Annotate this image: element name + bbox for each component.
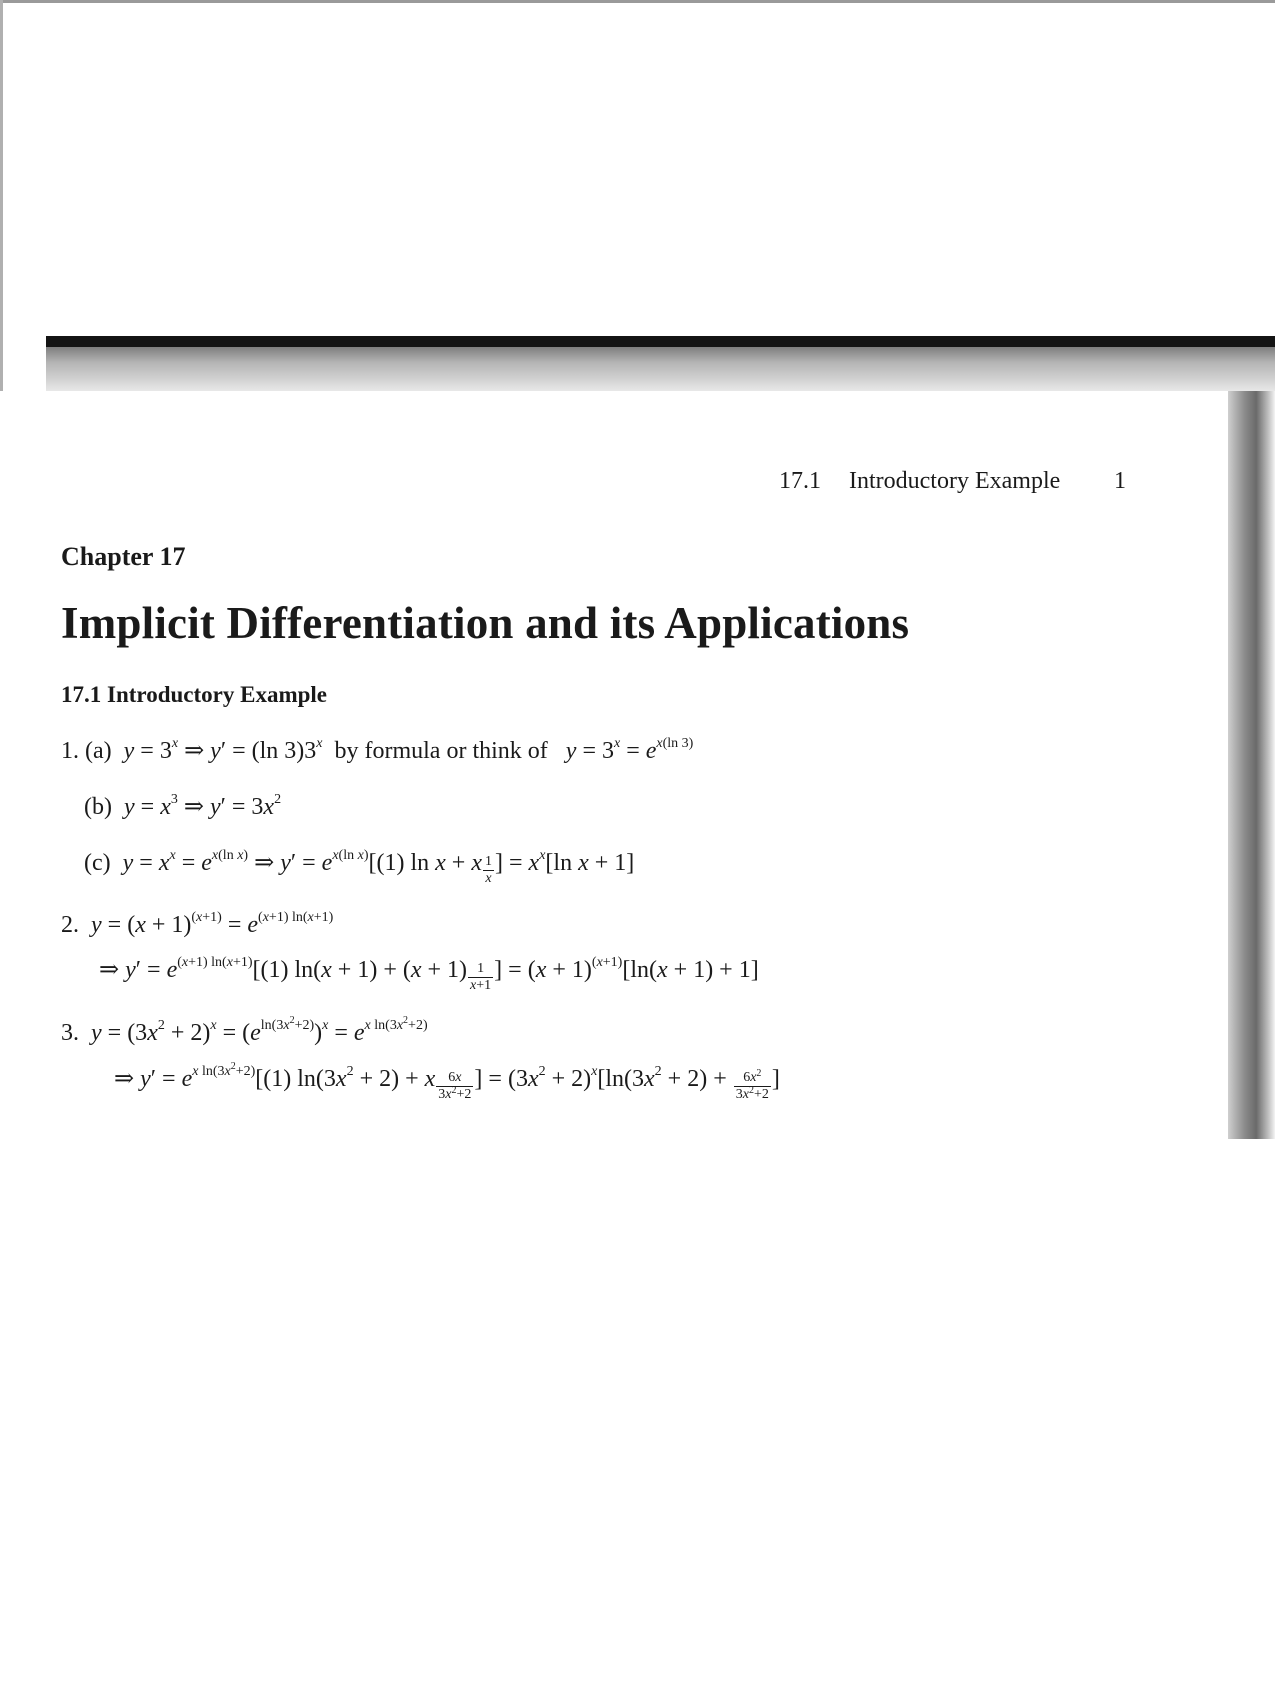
scan-border [0,0,1275,3]
equation: $y = x^3$ ⇒ $y' = 3x^2$ [123,792,282,820]
part-label: (c) [84,850,111,876]
running-header-section-number: 17.1 [779,468,821,494]
equation: $y = (x + 1)^{(x+1)} = e^{(x+1) ln(x+1)}$ [91,910,334,938]
problem-1a [61,736,693,765]
problem-1c [84,848,634,886]
equation: $y = (3x^2 + 2)^x = (e^{ln(3x^2+2)})^x = e^{x ln(3x^2+2)}$ [91,1015,428,1046]
problem-2-line-1 [61,912,333,939]
problem-2-line-2 [99,955,759,993]
running-header-title: Introductory Example [849,468,1061,494]
equation: ⇒ $y' = e^{(x+1) ln(x+1)}[(1) \ln(x + 1) + (x + 1)$ $\frac{1}{x+1}$ ] = $(x + 1)^{(x+1)}[\ln(x + 1) + 1]$ [99,955,759,993]
page-top-shadow [46,347,1275,391]
problem-3-line-2 [114,1061,780,1102]
section-heading: 17.1 Introductory Example [61,682,327,707]
page-binding-shadow [1228,391,1275,1139]
equation: $y = x^x = e^{x(ln x)}$ ⇒ $y' = e^{x(ln x)}[(1)$ ln x + x $\frac{1}{x}$ ] = $x^x[\ln$ x + 1] [122,848,635,886]
problem-number: 3. [61,1020,79,1046]
problem-3-line-1 [61,1015,428,1047]
problem-number: 2. [61,912,79,938]
chapter-title: Implicit Differentiation and its Applications [61,598,910,648]
equation: $y = 3^x$ ⇒ y′ = (ln 3)3$^x$ [123,736,323,764]
equation: ⇒ $y' = e^{x ln(3x^2+2)}[(1) \ln(3x^2 + 2) + x$ $\frac{6x}{3x^2+2}$ ] = $(3x^2 + 2)^x[\ln(3x^2 + 2)$ + $\frac{6x^2}{3x^2+2}$ ] [114,1061,780,1102]
part-label: (b) [84,794,112,820]
part-label: (a) [85,738,112,764]
problem-number: 1. [61,738,79,764]
equation: $y = 3^x = e^{x(ln 3)}$ [565,736,694,764]
problem-1b [84,792,281,821]
note-text: by formula or think of [334,738,548,764]
page-top-bar [46,336,1275,347]
chapter-label: Chapter 17 [61,542,186,571]
page-number: 1 [1114,468,1126,494]
